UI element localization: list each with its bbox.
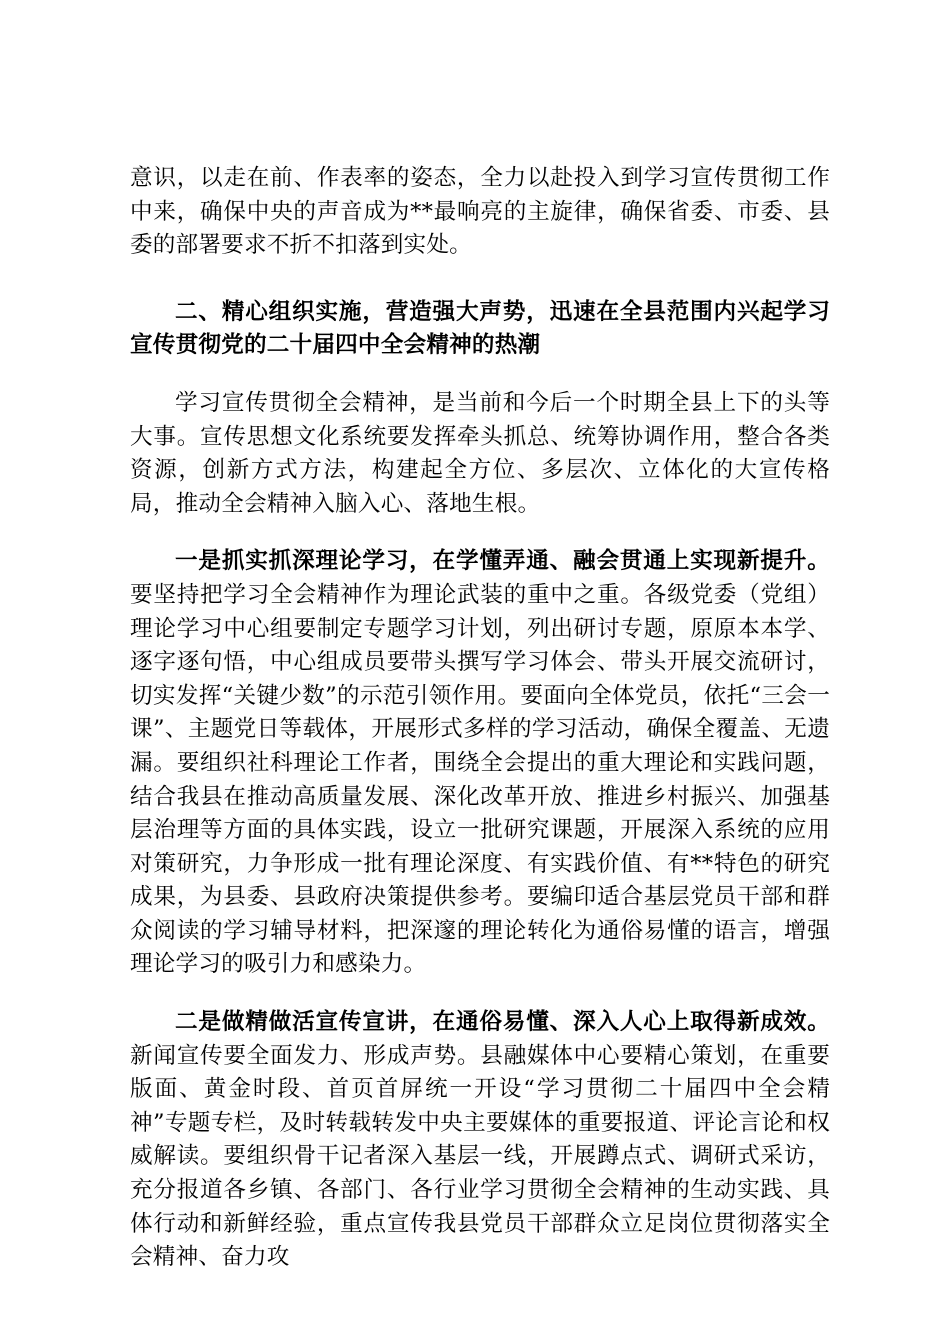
paragraph-intro: 学习宣传贯彻全会精神，是当前和今后一个时期全县上下的头等大事。宣传思想文化系统要发挥牵头抓总、统筹协调作用，整合各类资源，创新方式方法，构建起全方位、多层次、立体化的大宣传格局，推动全会精神入脑入心、落地生根。 [130,389,830,517]
paragraph-spacer [130,521,830,545]
section-heading: 二、精心组织实施，营造强大声势，迅速在全县范围内兴起学习宣传贯彻党的二十届四中全会精神的热潮 [130,298,830,359]
paragraph-lead-sentence: 一是抓实抓深理论学习，在学懂弄通、融会贯通上实现新提升。 [175,548,830,575]
paragraph-spacer [130,363,830,387]
paragraph-body-text: 新闻宣传要全面发力、形成声势。县融媒体中心要精心策划，在重要版面、黄金时段、首页首屏统一开设“学习贯彻二十届四中全会精神”专题专栏，及时转载转发中央主要媒体的重要报道、评论言论和权威解读。要组织骨干记者深入基层一线，开展蹲点式、调研式采访，充分报道各乡镇、各部门、各行业学习贯彻全会精神的生动实践、具体行动和新鲜经验，重点宣传我县党员干部群众立足岗位贯彻落实全会精神、奋力攻 [130,1042,831,1271]
paragraph-body-text: 要坚持把学习全会精神作为理论武装的重中之重。各级党委（党组）理论学习中心组要制定专题学习计划，列出研讨专题，原原本本学、逐字逐句悟，中心组成员要带头撰写学习体会、带头开展交流研讨，切实发挥“关键少数”的示范引领作用。要面向全体党员，依托“三会一课”、主题党日等载体，开展形式多样的学习活动，确保全覆盖、无遗漏。要组织社科理论工作者，围绕全会提出的重大理论和实践问题，结合我县在推动高质量发展、深化改革开放、推进乡村振兴、加强基层治理等方面的具体实践，设立一批研究课题，开展深入系统的应用对策研究，力争形成一批有理论深度、有实践价值、有**特色的研究成果，为县委、县政府决策提供参考。要编印适合基层党员干部和群众阅读的学习辅导材料，把深邃的理论转化为通俗易懂的语言，增强理论学习的吸引力和感染力。 [130,581,831,978]
paragraph-lead-sentence: 二是做精做活宣传宣讲，在通俗易懂、深入人心上取得新成效。 [175,1009,830,1036]
paragraph-spacer [130,982,830,1006]
paragraph-publicity [130,1006,830,1275]
paragraph-continuation: 意识，以走在前、作表率的姿态，全力以赴投入到学习宣传贯彻工作中来，确保中央的声音成为**最响亮的主旋律，确保省委、市委、县委的部署要求不折不扣落到实处。 [130,165,830,259]
document-page [130,162,830,1275]
paragraph-spacer [130,263,830,296]
paragraph-theory-study [130,545,830,982]
